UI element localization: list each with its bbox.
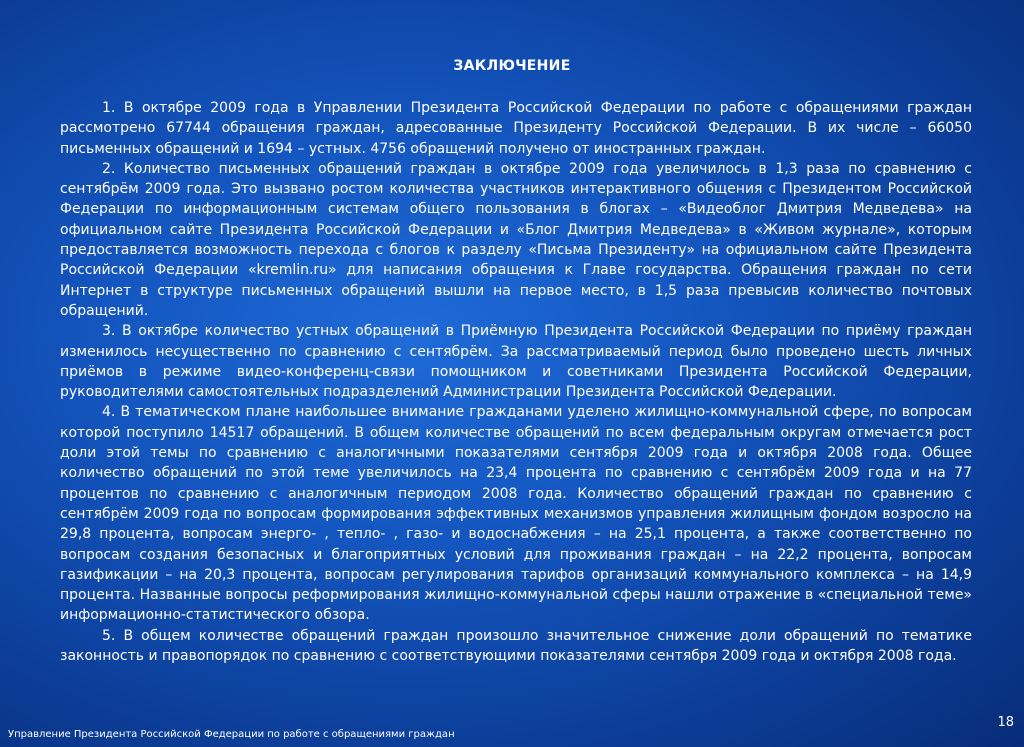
paragraph-1: 1. В октябре 2009 года в Управлении Президента Российской Федерации по работе с обращениями граждан рассмотрено 67744 обращения граждан, адресованные Президенту Российской Федерации. В их числе – 66050 письменных обращений и 1694 – устных. 4756 обращений получено от иностранных граждан. [60, 100, 972, 157]
paragraph-2: 2. Количество письменных обращений граждан в октябре 2009 года увеличилось в 1,3 раза по сравнению с сентябрём 2009 года. Это вызвано ростом количества участников интерактивного общения с Президентом Российской Федерации по информационным системам общего пользования в блогах – «Видеоблог Дмитрия Медведева» на официальном сайте Президента Российской Федерации и «Блог Дмитрия Медведева» в «Живом журнале», которым предоставляется возможность перехода с блогов к разделу «Письма Президенту» на официальном сайте Президента Российской Федерации «kremlin.ru» для написания обращения к Главе государства. Обращения граждан по сети Интернет в структуре письменных обращений вышли на первое место, в 1,5 раза превысив количество почтовых обращений. [60, 160, 972, 319]
footer-organization: Управление Президента Российской Федерации по работе с обращениями граждан [8, 729, 455, 740]
slide-content [60, 98, 972, 666]
paragraph-3: 3. В октябре количество устных обращений в Приёмную Президента Российской Федерации по приёму граждан изменилось несущественно по сравнению с сентябрём. За рассматриваемый период было проведено шесть личных приёмов в режиме видео-конференц-связи помощником и советниками Президента Российской Федерации, руководителями самостоятельных подразделений Администрации Президента Российской Федерации. [60, 323, 972, 401]
slide-title: ЗАКЛЮЧЕНИЕ [453, 58, 571, 74]
paragraph-5: 5. В общем количестве обращений граждан произошло значительное снижение доли обращений по тематике законность и правопорядок по сравнению с соответствующими показателями сентября 2009 года и октября 2008 года. [60, 627, 972, 665]
page-number: 18 [997, 715, 1014, 730]
paragraph-4: 4. В тематическом плане наибольшее внимание гражданами уделено жилищно-коммунальной сфере, по вопросам которой поступило 14517 обращений. В общем количестве обращений по всем федеральным округам отмечается рост доли этой темы по сравнению с аналогичными показателями сентября 2009 года и октября 2008 года. Общее количество обращений по этой теме увеличилось на 23,4 процента по сравнению с сентябрём 2009 года и на 77 процентов по сравнению с аналогичным периодом 2008 года. Количество обращений граждан по сравнению с сентябрём 2009 года по вопросам формирования эффективных механизмов управления жилищным фондом возросло на 29,8 процента, вопросам энерго- , тепло- , газо- и водоснабжения – на 25,1 процента, а также соответственно по вопросам создания безопасных и благоприятных условий для проживания граждан – на 22,2 процента, вопросам газификации – на 20,3 процента, вопросам регулирования тарифов организаций коммунального комплекса – на 14,9 процента. Названные вопросы реформирования жилищно-коммунальной сферы нашли отражение в «специальной теме» информационно-статистического обзора. [60, 404, 972, 624]
